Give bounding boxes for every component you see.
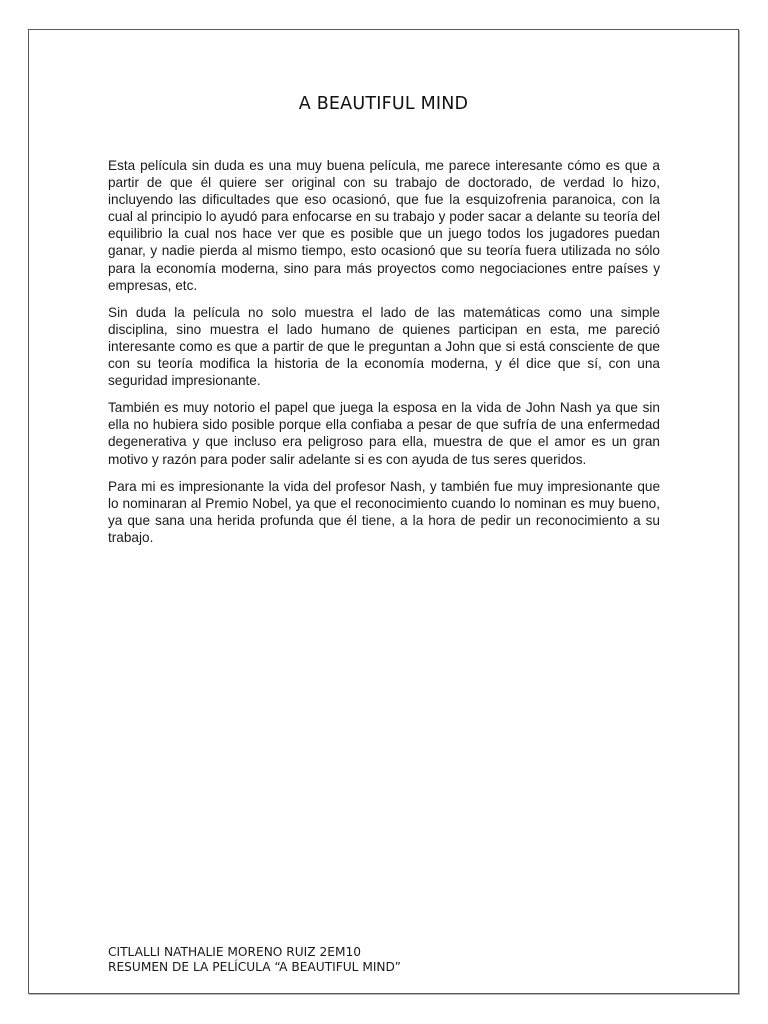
document-body bbox=[108, 157, 660, 556]
document-title: A BEAUTIFUL MIND bbox=[298, 94, 469, 114]
paragraph-1: Esta película sin duda es una muy buena película, me parece interesante cómo es que a partir de que él quiere ser original con su trabajo de doctorado, de verdad lo hizo, incluyendo las dificultades que eso ocasionó, que fue la esquizofrenia paranoica, con la cual al principio lo ayudó para enfocarse en su trabajo y poder sacar a delante su teoría del equilibrio la cual nos hace ver que es posible que un juego todos los jugadores puedan ganar, y nadie pierda al mismo tiempo, esto ocasionó que su teoría fuera utilizada no sólo para la economía moderna, sino para más proyectos como negociaciones entre países y empresas, etc. bbox=[108, 158, 660, 293]
paragraph-3: También es muy notorio el papel que juega la esposa en la vida de John Nash ya que sin ella no hubiera sido posible porque ella confiaba a pesar de que sufría de una enfermedad degenerativa y que incluso era peligroso para ella, muestra de que el amor es un gran motivo y razón para poder salir adelante si es con ayuda de tus seres queridos. bbox=[108, 400, 660, 467]
document-page bbox=[28, 29, 739, 994]
document-footer bbox=[108, 945, 401, 975]
paragraph-2: Sin duda la película no solo muestra el lado de las matemáticas como una simple disciplina, sino muestra el lado humano de quienes participan en esta, me pareció interesante como es que a partir de que le preguntan a John que si está consciente de que con su teoría modifica la historia de la economía moderna, y él dice que sí, con una seguridad impresionante. bbox=[108, 304, 660, 389]
paragraph-4: Para mi es impresionante la vida del profesor Nash, y también fue muy impresionante que lo nominaran al Premio Nobel, ya que el reconocimiento cuando lo nominan es muy bueno, ya que sana una herida profunda que él tiene, a la hora de pedir un reconocimiento a su trabajo. bbox=[108, 478, 660, 545]
footer-author-line: CITLALLI NATHALIE MORENO RUIZ 2EM10 bbox=[108, 945, 361, 959]
footer-subject-line: RESUMEN DE LA PELÍCULA “A BEAUTIFUL MIND” bbox=[108, 960, 401, 974]
